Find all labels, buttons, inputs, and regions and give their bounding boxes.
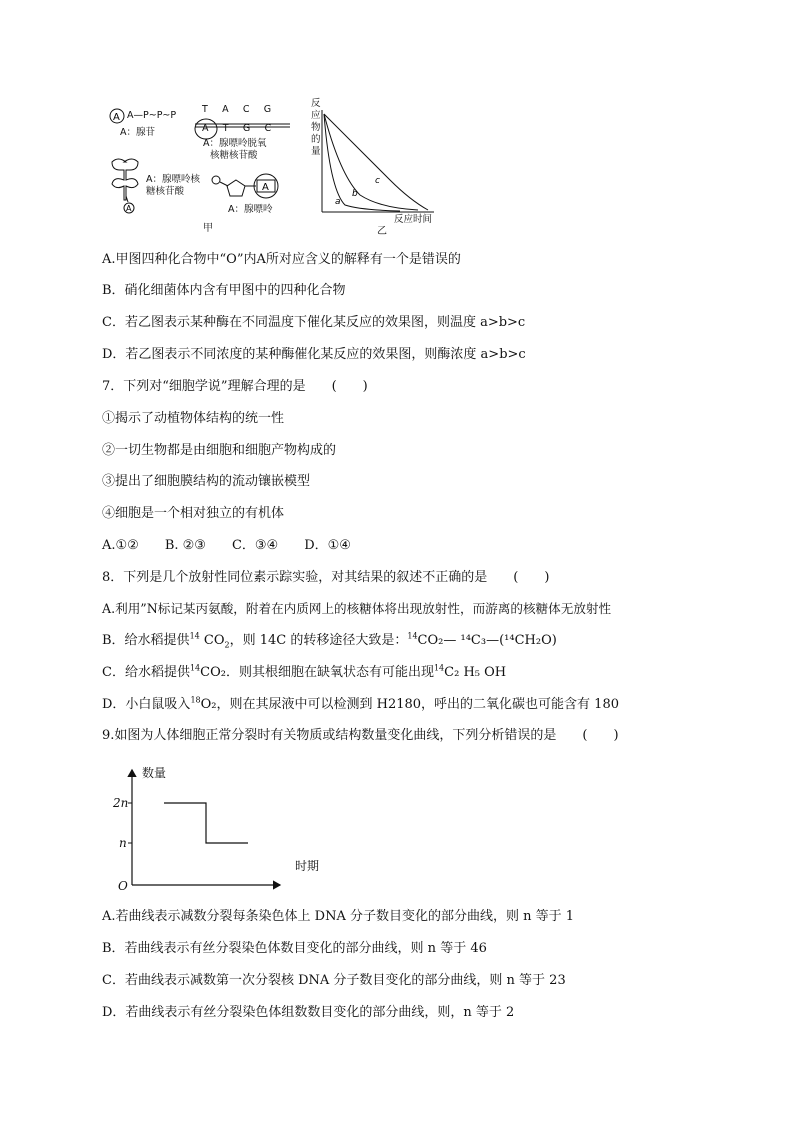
dna-top-C: C <box>242 104 250 115</box>
q6-option-d: D．若乙图表示不同浓度的某种酶催化某反应的效果图，则酶浓度 a>b>c <box>102 347 526 362</box>
yi-label-a: a <box>335 197 341 207</box>
phosphate-circle <box>212 176 220 184</box>
q8-c-tail: C₂ H₅ OH <box>444 665 507 680</box>
q7-item-3: ③提出了细胞膜结构的流动镶嵌模型 <box>102 474 311 489</box>
q6-option-b: B．硝化细菌体内含有甲图中的四种化合物 <box>102 283 346 298</box>
q8-c-rest: CO₂．则其根细胞在缺氧状态有可能出现 <box>200 665 434 680</box>
q8-d-rest: O₂，则在其尿液中可以检测到 H2180，呼出的二氧化碳也可能含有 180 <box>200 697 619 712</box>
phosphate-bond <box>220 182 228 186</box>
yi-label-c: c <box>375 176 380 186</box>
q9-ytick-n: n <box>119 836 127 850</box>
trna-shape <box>112 159 138 200</box>
trna-A: A <box>126 204 132 213</box>
atp-A: A <box>113 112 120 123</box>
yi-xlabel: 反应时间 <box>394 214 433 225</box>
q9-curve <box>164 803 248 843</box>
q8-b-sup: 14 <box>189 631 200 641</box>
atp-formula: A—P~P~P <box>127 110 177 121</box>
yi-ylabel-2: 应 <box>311 110 321 121</box>
rna-label-2: 糖核苷酸 <box>146 186 185 197</box>
q8-c-pre: C．给水稻提供 <box>102 665 190 680</box>
q8-c-sup2: 14 <box>433 663 445 673</box>
q8-b-sup2: 14 <box>407 631 418 641</box>
q8-b-co: CO <box>199 633 225 648</box>
yi-caption: 乙 <box>377 226 387 237</box>
q7-item-1: ①揭示了动植物体结构的统一性 <box>102 411 285 426</box>
q9-option-b: B．若曲线表示有丝分裂染色体数目变化的部分曲线，则 n 等于 46 <box>102 941 487 956</box>
pentose-pentagon <box>227 180 245 196</box>
q8-option-c <box>102 664 506 682</box>
yi-ylabel-3: 物 <box>311 122 321 133</box>
q7-options: A.①② B. ②③ C．③④ D．①④ <box>102 538 351 553</box>
q9-origin: O <box>118 879 128 893</box>
dna-bottom-row <box>202 123 271 135</box>
yi-ylabel-1: 反 <box>311 98 321 109</box>
q8-b-pre: B．给水稻提供 <box>102 633 190 648</box>
q8-d-pre: D．小白鼠吸入 <box>102 697 191 712</box>
q9-option-c: C．若曲线表示减数第一次分裂核 DNA 分子数目变化的部分曲线，则 n 等于 23 <box>102 973 566 988</box>
q9-ytick-2n: 2n <box>113 796 129 810</box>
rna-label-1: A：腺嘌呤核 <box>146 174 200 185</box>
q7-stem: 7．下列对“细胞学说”理解合理的是 ( ) <box>102 379 368 394</box>
q8-c-sup: 14 <box>189 663 201 673</box>
chart-yi <box>322 110 434 212</box>
q6-option-a: A.甲图四种化合物中“O”内A所对应含义的解释有一个是错误的 <box>102 252 461 267</box>
q9-ylabel: 数量 <box>142 766 167 780</box>
nucleotide-label: A：腺嘌呤 <box>228 204 273 215</box>
atp-label: A：腺苷 <box>120 127 155 138</box>
q8-b-sub: 2 <box>224 640 230 650</box>
q9-option-d: D．若曲线表示有丝分裂染色体组数数目变化的部分曲线，则，n 等于 2 <box>102 1005 515 1020</box>
q7-item-4: ④细胞是一个相对独立的有机体 <box>102 506 285 521</box>
dna-top-G: G <box>263 104 272 115</box>
q7-item-2: ②一切生物都是由细胞和细胞产物构成的 <box>102 443 337 458</box>
q9-xlabel: 时期 <box>295 859 320 873</box>
base-A: A <box>262 182 269 193</box>
q8-stem: 8．下列是几个放射性同位素示踪实验，对其结果的叙述不正确的是 ( ) <box>102 570 550 585</box>
yi-ylabel-5: 量 <box>311 146 321 157</box>
q8-option-b <box>102 632 557 650</box>
q8-b-chain: CO₂— ¹⁴C₃—(¹⁴CH₂O) <box>417 633 557 648</box>
dna-top-T: T <box>202 104 208 115</box>
q8-option-a: A.利用”N标记某丙氨酸，附着在内质网上的核糖体将出现放射性，而游离的核糖体无放射性 <box>102 601 612 616</box>
jia-caption: 甲 <box>203 223 213 234</box>
dna-top-row <box>202 104 271 116</box>
dna-label-2: 核糖核苷酸 <box>210 150 258 161</box>
q8-b-rest: ，则 14C 的转移途径大致是： <box>229 633 408 648</box>
q6-option-c: C．若乙图表示某种酶在不同温度下催化某反应的效果图，则温度 a>b>c <box>102 315 526 330</box>
dna-bottom-A: A <box>202 123 209 134</box>
yi-ylabel-4: 的 <box>311 134 321 145</box>
q8-d-sup: 18 <box>190 695 201 705</box>
dna-bottom-T: T <box>222 123 229 134</box>
yi-label-b: b <box>352 189 358 199</box>
q8-option-d <box>102 696 619 714</box>
dna-bottom-G: G <box>242 123 251 134</box>
dna-top-A: A <box>222 104 229 115</box>
q9-stem: 9.如图为人体细胞正常分裂时有关物质或结构数量变化曲线，下列分析错误的是 ( ) <box>102 728 619 743</box>
figure-jia-drawing <box>0 0 794 240</box>
dna-label-1: A：腺嘌呤脱氧 <box>203 138 267 149</box>
yi-ylabel <box>311 98 321 158</box>
dna-bottom-C: C <box>264 123 272 134</box>
q9-option-a: A.若曲线表示减数分裂每条染色体上 DNA 分子数目变化的部分曲线，则 n 等于 1 <box>102 909 575 924</box>
